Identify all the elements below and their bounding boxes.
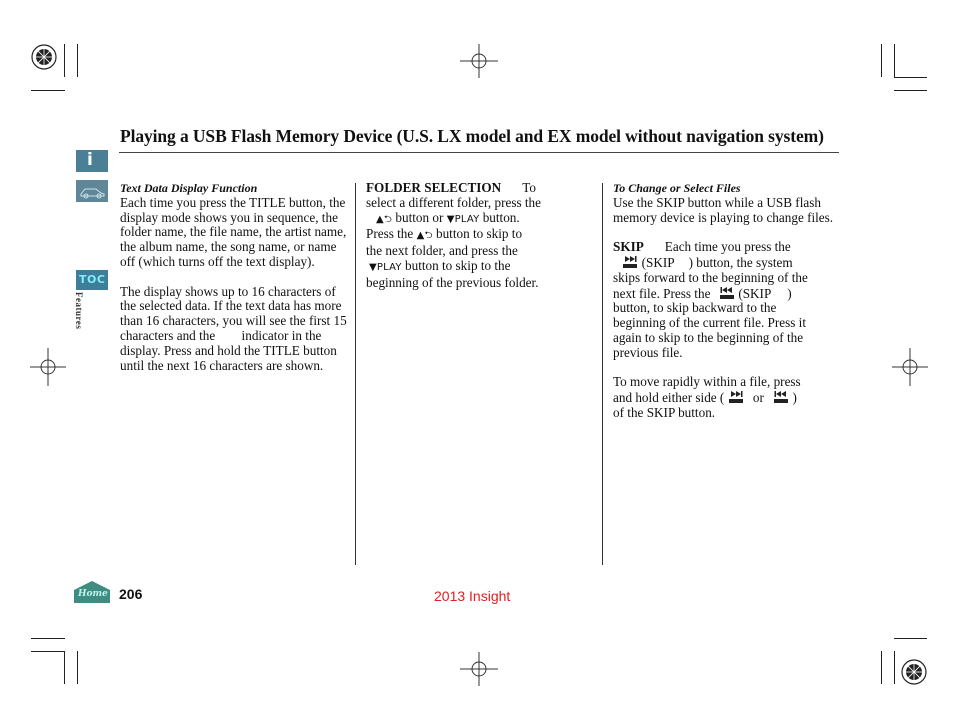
text-line: To move rapidly within a file, press — [613, 374, 801, 390]
text: To — [522, 180, 536, 195]
text: button to skip to — [435, 226, 523, 242]
column-divider — [355, 183, 356, 565]
crop-mark — [894, 90, 927, 91]
text: button. — [482, 209, 520, 225]
title-rule — [119, 152, 839, 153]
text: next file. Press the — [613, 285, 711, 301]
car-icon — [76, 180, 108, 202]
info-tab[interactable] — [76, 150, 108, 172]
toc-tab[interactable] — [76, 270, 108, 290]
text: (SKIP — [641, 254, 675, 270]
footer-model-year: 2013 Insight — [434, 588, 511, 604]
text: button to skip to the — [405, 257, 511, 273]
crop-mark — [64, 44, 65, 77]
page-number: 206 — [119, 586, 143, 602]
text-line: select a different folder, press the — [366, 194, 541, 210]
subheading: To Change or Select Files — [613, 181, 741, 195]
vehicle-tab[interactable] — [76, 180, 108, 202]
paragraph: Use the SKIP button while a USB flash memory device is playing to change files. — [613, 194, 834, 225]
info-icon: i — [87, 150, 93, 170]
registration-starburst-icon — [30, 43, 58, 71]
skip-forward-icon — [622, 255, 638, 269]
crop-mark — [77, 44, 78, 77]
crop-mark — [31, 638, 65, 639]
crop-mark — [881, 651, 882, 684]
play-down-icon: ▼PLAY — [369, 261, 402, 273]
crop-mark — [894, 77, 927, 78]
heading-skip: SKIP — [613, 239, 644, 255]
text: button or — [395, 209, 444, 225]
column-folder-selection — [366, 181, 598, 291]
play-down-icon: ▼PLAY — [446, 213, 480, 225]
page-title: Playing a USB Flash Memory Device (U.S. LX model and EX model without navigation system) — [120, 126, 824, 146]
crop-mark — [77, 651, 78, 684]
text: ) — [787, 285, 792, 301]
paragraph: The display shows up to 16 characters of the selected data. If the text data has more than 16 characters, you will see the first 15 characters and the indicator in the display. Press and hold the TITLE button until the next 16 characters are shown. — [120, 283, 350, 373]
text-line: previous file. — [613, 344, 683, 360]
skip-forward-icon — [728, 390, 744, 404]
toc-label: TOC — [79, 273, 106, 286]
registration-crosshair-icon — [30, 348, 66, 386]
text-line: again to skip to the beginning of the — [613, 329, 804, 345]
crop-mark — [894, 638, 927, 639]
section-label: Features — [74, 292, 84, 330]
paragraph: Each time you press the TITLE button, the display mode shows you in sequence, the folder name, the file name, the artist name, the album name, the song name, or name off (which turns off the text display). — [120, 194, 347, 269]
crop-mark — [64, 651, 65, 684]
skip-back-icon — [773, 390, 789, 404]
text-line: beginning of the current file. Press it — [613, 315, 807, 331]
subheading: Text Data Display Function — [120, 181, 258, 195]
folder-up-icon: ▲⮌ — [416, 230, 433, 242]
crop-mark — [881, 44, 882, 77]
home-label: Home — [78, 589, 108, 599]
column-text-display — [120, 181, 350, 373]
text: Each time you press the — [664, 239, 791, 255]
text-line: of the SKIP button. — [613, 404, 716, 420]
registration-crosshair-icon — [460, 44, 498, 78]
registration-starburst-icon — [900, 658, 928, 686]
registration-crosshair-icon — [460, 652, 498, 686]
crop-mark — [894, 44, 895, 77]
text-line: skips forward to the beginning of the — [613, 269, 808, 285]
text-line: beginning of the previous folder. — [366, 274, 539, 290]
crop-mark — [31, 90, 65, 91]
column-divider — [602, 183, 603, 565]
text: Press the — [366, 226, 414, 242]
folder-up-icon: ▲⮌ — [376, 213, 393, 225]
text: ) button, the system — [688, 254, 793, 270]
heading-folder-selection: FOLDER SELECTION — [366, 180, 502, 195]
text: or — [752, 390, 764, 406]
crop-mark — [894, 651, 895, 684]
skip-back-icon — [719, 286, 735, 300]
column-change-files — [613, 181, 843, 421]
text-line: the next folder, and press the — [366, 243, 518, 259]
text: (SKIP — [738, 285, 772, 301]
text: ) — [792, 390, 797, 406]
crop-mark — [31, 651, 65, 652]
registration-crosshair-icon — [892, 348, 928, 386]
text: and hold either side ( — [613, 390, 725, 406]
text-line: button, to skip backward to the — [613, 300, 777, 316]
